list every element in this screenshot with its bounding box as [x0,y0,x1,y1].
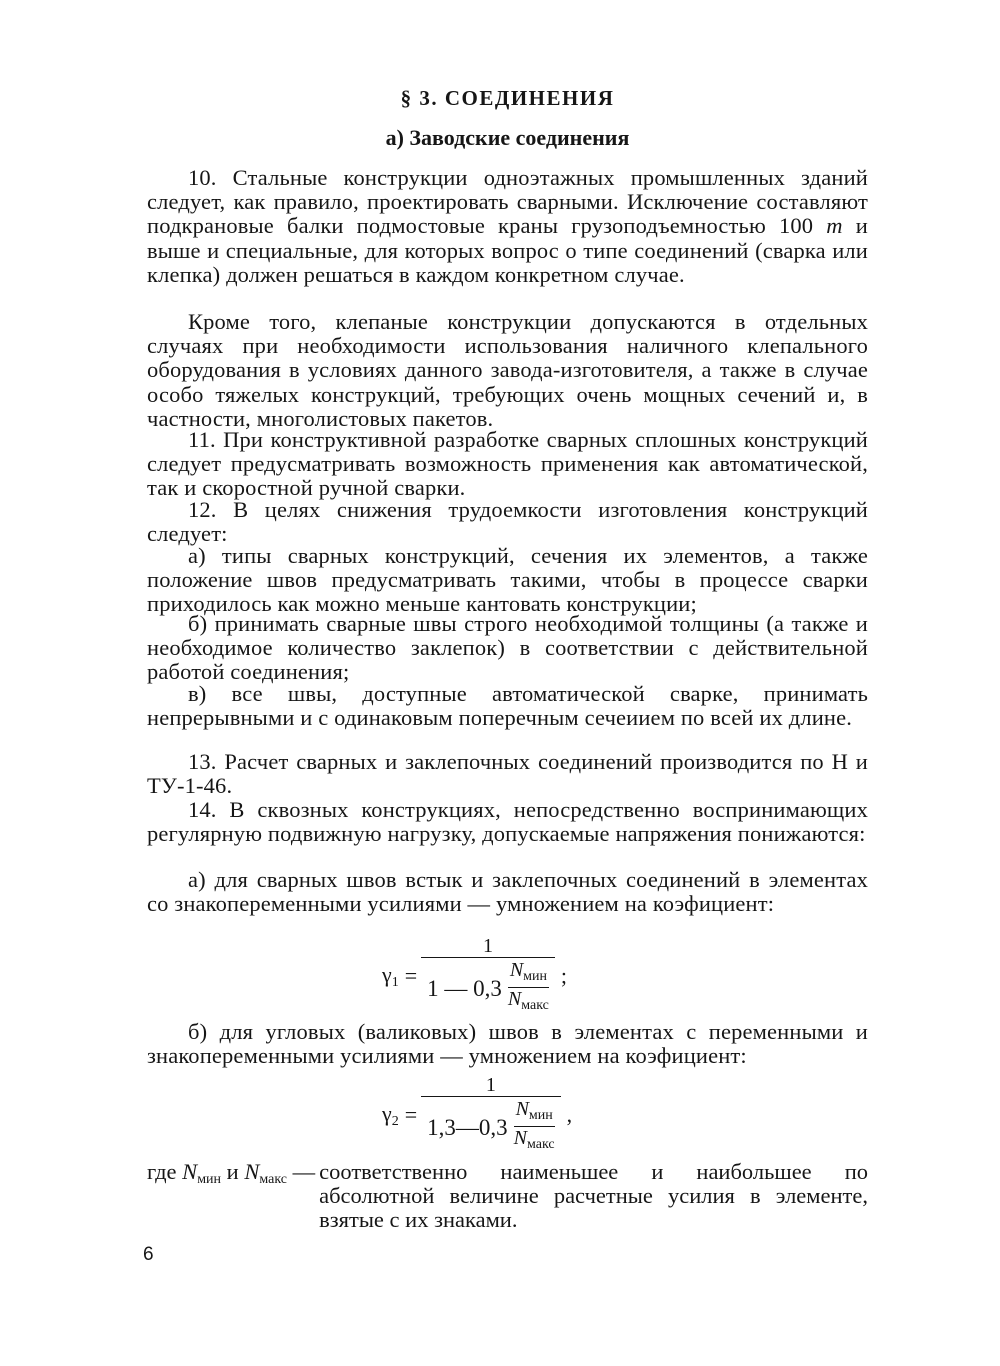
paragraph-12 [147,498,868,546]
formula1-tail: ; [560,963,568,988]
formula2-n-max-sub: макс [527,1137,555,1152]
paragraph-13 [147,750,868,798]
paragraph-14b-text: б) для угловых (валиковых) швов в элементах с переменными и знакопеременными усилиями — умножением на коэфициент: [147,1019,868,1069]
formula1-fraction [421,935,555,1017]
paragraph-12b [147,612,868,685]
where-n-max: N [244,1159,260,1184]
paragraph-14b [147,1020,868,1068]
paragraph-12a-text: а) типы сварных конструкций, сечения их элементов, а также положение швов предусматривать такими, чтобы в процессе сварки приходилось как можно меньше кантовать конструкции; [147,543,868,617]
paragraph-10-unit: т [826,213,843,239]
paragraph-14a-text: а) для сварных швов встык и заклепочных соединений в элементах со знакопеременными усилиями — умножением на коэфициент: [147,867,868,917]
paragraph-12c [147,682,868,730]
section-title: § 3. СОЕДИНЕНИЯ [400,86,615,110]
where-n-min-sub: мин [197,1172,222,1187]
formula2-numerator: 1 [485,1074,496,1096]
formula2-denominator [421,1097,561,1156]
page-number: 6 [143,1244,154,1265]
formula2-ratio [514,1099,555,1156]
formula1-denominator [421,958,555,1017]
paragraph-10-tail: и выше и специальные, для которых вопрос о типе соединений (сварка или клепка) должен решаться в каждом конкретном случае. [147,213,868,287]
paragraph-10 [147,166,868,287]
where-n-min: N [182,1159,198,1184]
paragraph-14-text: 14. В сквозных конструкциях, непосредственно воспринимающих регулярную подвижную нагрузку, допускаемые напряжения понижаются: [147,797,868,847]
paragraph-12b-text: б) принимать сварные швы строго необходимой толщины (а также и необходимое количество заклепок) в соответствии с действительной работой соединения; [147,611,868,685]
paragraph-10-text: 10. Стальные конструкции одноэтажных промышленных зданий следует, как правило, проектировать сварными. Исключение составляют подкрановые балки подмостовые краны грузоподъемностью 100 [147,165,868,239]
formula2-equals: = [404,1102,418,1127]
paragraph-10b [147,310,868,431]
formula1-equals: = [404,963,418,988]
paragraph-11-text: 11. При конструктивной разработке сварных сплошных конструкций следует предусматривать возможность применения как автоматической, так и скоростной ручной сварки. [147,427,868,501]
paragraph-13-text: 13. Расчет сварных и заклепочных соединений производится по Н и ТУ-1-46. [147,749,868,799]
formula-gamma-2 [382,1074,572,1156]
formula2-den-prefix: 1,3—0,3 [427,1114,508,1140]
where-clause [147,1160,868,1233]
formula1-den-prefix: 1 — 0,3 [427,975,502,1001]
where-dash: — [292,1159,316,1184]
formula2-n-max: N [513,1127,527,1149]
formula1-lhs-sub: 1 [391,974,399,990]
paragraph-12-text: 12. В целях снижения трудоемкости изготовления конструкций следует: [147,497,868,547]
formula2-lhs: γ [382,1100,392,1126]
paragraph-12c-text: в) все швы, доступные автоматической сварке, принимать непрерывными и с одинаковым поперечным сечеиием по всей их длине. [147,681,868,731]
formula1-lhs: γ [382,961,392,987]
formula1-n-max: N [507,988,522,1010]
formula1-numerator: 1 [483,935,494,957]
formula2-lhs-sub: 2 [391,1113,399,1129]
paragraph-14a [147,868,868,916]
formula2-n-min-sub: мин [528,1108,553,1123]
where-definition: соответственно наименьшее и наибольшее по абсолютной величине расчетные усилия в элементе, взятые с их знаками. [319,1159,868,1233]
where-and: и [226,1159,239,1184]
subsection-title: а) Заводские соединения [385,125,630,150]
formula2-tail: , [566,1102,573,1127]
formula2-fraction [421,1074,561,1156]
formula-gamma-1 [382,935,567,1017]
formula1-n-min-sub: мин [523,969,547,984]
formula1-n-min: N [509,959,524,981]
where-clause-symbols [147,1160,315,1233]
paragraph-11 [147,428,868,501]
formula1-ratio [508,960,549,1017]
where-word: где [147,1159,177,1184]
formula2-n-min: N [515,1098,529,1120]
paragraph-14 [147,798,868,846]
formula1-n-max-sub: макс [521,998,549,1013]
paragraph-10b-text: Кроме того, клепаные конструкции допускаются в отдельных случаях при необходимости использования наличного клепального оборудования в условиях данного завода-изготовителя, а также в случае особо тяжелых конструкций, требующих очень мощных сечений и, в частности, многолистовых пакетов. [147,309,868,431]
paragraph-12a [147,544,868,617]
where-n-max-sub: макс [259,1172,287,1187]
